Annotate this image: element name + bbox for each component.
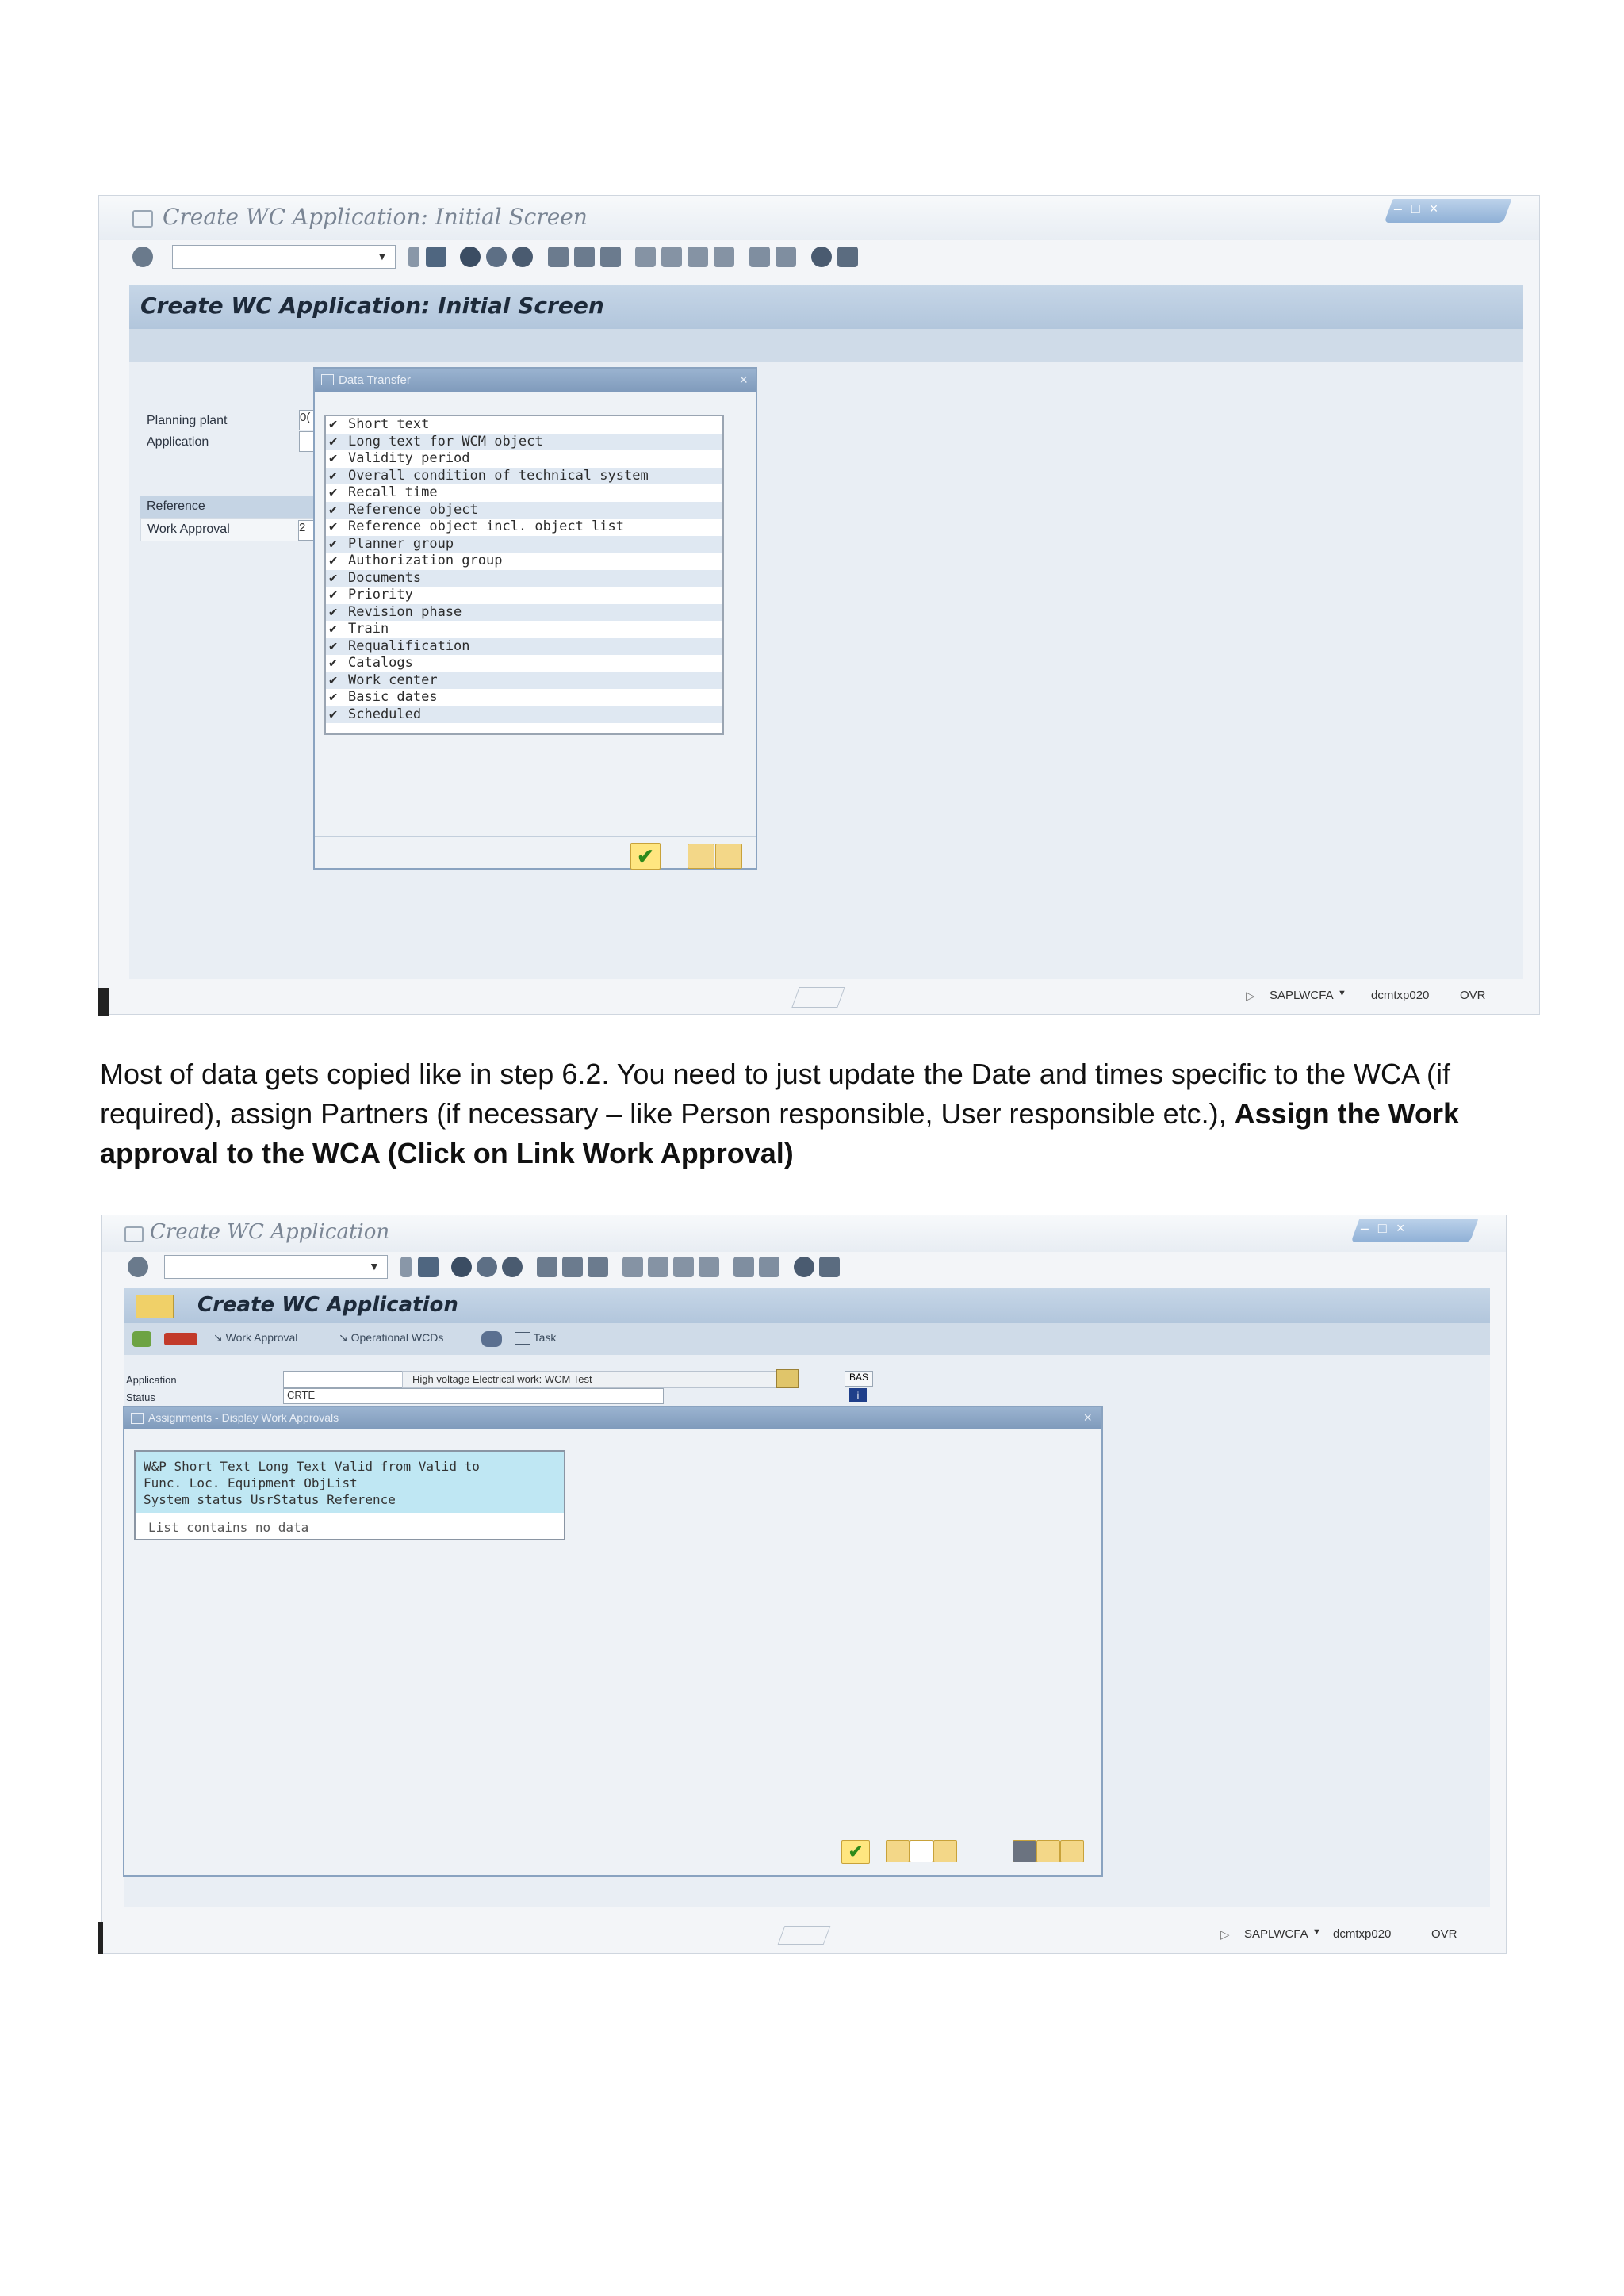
exit-icon[interactable] <box>477 1257 497 1277</box>
window-menu-icon[interactable] <box>132 210 153 228</box>
application-label: Application <box>147 435 209 449</box>
empty-list-text: List contains no data <box>148 1520 309 1535</box>
layout-button[interactable] <box>1013 1840 1036 1862</box>
window-title: Create WC Application: Initial Screen <box>163 204 588 230</box>
checkbox-checked-icon[interactable]: ✔ <box>329 706 338 722</box>
minimize-icon[interactable]: – <box>1360 1220 1369 1236</box>
page-title: Create WC Application <box>197 1293 458 1317</box>
transfer-option[interactable] <box>326 502 722 519</box>
exit-icon[interactable] <box>486 247 507 267</box>
checkbox-checked-icon[interactable]: ✔ <box>329 553 338 568</box>
transfer-option[interactable] <box>326 450 722 468</box>
export-button[interactable] <box>1036 1840 1060 1862</box>
dialog-menu-icon[interactable] <box>131 1413 144 1424</box>
status-program: SAPLWCFA <box>1270 989 1334 1002</box>
window-menu-icon[interactable] <box>124 1226 144 1242</box>
previous-page-icon[interactable] <box>648 1257 668 1277</box>
layout-menu-icon[interactable] <box>837 247 858 267</box>
details-button[interactable] <box>886 1840 910 1862</box>
sap-logo <box>778 1926 831 1945</box>
status-dropdown-icon[interactable]: ▼ <box>1338 989 1346 998</box>
last-page-icon[interactable] <box>714 247 734 267</box>
transfer-option-label: Validity period <box>348 450 470 466</box>
instruction-bold: Assign the Work approval to the WCA (Click on Link Work Approval) <box>100 1097 1460 1169</box>
window-controls[interactable] <box>1385 199 1512 223</box>
dialog-titlebar <box>315 369 756 392</box>
deselect-all-button[interactable] <box>715 844 742 869</box>
link-icon: ↘ <box>213 1331 223 1344</box>
app-toolbar <box>129 329 1523 362</box>
back-nav-icon[interactable] <box>400 1257 412 1277</box>
transfer-option-label: Overall condition of technical system <box>348 467 649 484</box>
minimize-icon[interactable]: – <box>1393 201 1402 216</box>
save-icon[interactable] <box>418 1257 439 1277</box>
checkbox-checked-icon[interactable]: ✔ <box>329 484 338 500</box>
application-description: High voltage Electrical work: WCM Test <box>402 1371 786 1388</box>
transfer-option[interactable] <box>326 570 722 587</box>
checkbox-checked-icon[interactable]: ✔ <box>329 467 338 484</box>
edit-text-icon[interactable] <box>776 1369 799 1388</box>
status-icon[interactable] <box>164 1333 197 1345</box>
command-dropdown-icon[interactable]: ▼ <box>377 250 388 262</box>
transfer-option[interactable] <box>326 621 722 638</box>
copy-button[interactable] <box>933 1840 957 1862</box>
status-bar <box>102 1921 1506 1953</box>
transfer-option[interactable] <box>326 638 722 656</box>
title-area <box>129 285 1523 329</box>
checkbox-checked-icon[interactable]: ✔ <box>329 689 338 705</box>
checkbox-checked-icon[interactable]: ✔ <box>329 433 338 450</box>
transfer-option-label: Authorization group <box>348 553 503 568</box>
first-page-icon[interactable] <box>622 1257 643 1277</box>
checkbox-checked-icon[interactable]: ✔ <box>329 535 338 552</box>
dialog-menu-icon[interactable] <box>321 374 334 385</box>
transfer-option[interactable] <box>326 519 722 536</box>
data-transfer-list <box>324 415 724 735</box>
checkbox-checked-icon[interactable]: ✔ <box>329 416 338 432</box>
link-icon: ↘ <box>339 1331 348 1344</box>
window-titlebar <box>99 196 1539 240</box>
shortcut-icon[interactable] <box>776 247 796 267</box>
screenshot-create-wc-application <box>102 1215 1507 1954</box>
app-toolbar <box>124 1323 1490 1355</box>
transfer-option[interactable] <box>326 416 722 434</box>
dialog-close-icon[interactable]: × <box>739 372 748 388</box>
status-expand-icon[interactable]: ▷ <box>1246 989 1255 1003</box>
operational-wcds-label: Operational WCDs <box>350 1331 444 1344</box>
sap-logo <box>791 987 845 1008</box>
select-all-button[interactable] <box>688 844 714 869</box>
display-object-button[interactable] <box>910 1840 933 1862</box>
transfer-option-label: Long text for WCM object <box>348 433 543 450</box>
previous-page-icon[interactable] <box>661 247 682 267</box>
left-edge-marker <box>98 1922 103 1954</box>
transfer-option-label: Revision phase <box>348 603 462 620</box>
status-dropdown-icon[interactable]: ▼ <box>1312 1927 1321 1937</box>
transfer-option[interactable] <box>326 655 722 672</box>
command-field[interactable] <box>164 1255 388 1279</box>
close-icon[interactable]: × <box>1396 1220 1405 1236</box>
planning-plant-label: Planning plant <box>147 414 228 427</box>
dialog-close-icon[interactable]: × <box>1083 1410 1092 1425</box>
transfer-option-label: Scheduled <box>348 706 422 722</box>
transfer-option[interactable] <box>326 536 722 553</box>
operational-wcds-link[interactable] <box>339 1331 443 1345</box>
enter-icon[interactable] <box>132 247 153 267</box>
transfer-option-label: Requalification <box>348 637 470 654</box>
page-title: Create WC Application: Initial Screen <box>140 293 604 319</box>
new-session-icon[interactable] <box>733 1257 754 1277</box>
checkbox-checked-icon[interactable]: ✔ <box>329 519 338 534</box>
save-icon[interactable] <box>426 247 446 267</box>
transfer-option-label: Catalogs <box>348 655 413 671</box>
back-nav-icon[interactable] <box>408 247 419 267</box>
display-change-icon[interactable] <box>136 1295 174 1318</box>
next-page-icon[interactable] <box>688 247 708 267</box>
back-icon[interactable] <box>460 247 481 267</box>
assignments-dialog <box>123 1406 1103 1877</box>
dialog-separator <box>315 836 756 837</box>
find-icon[interactable] <box>562 1257 583 1277</box>
continue-button[interactable]: ✔ <box>630 843 661 870</box>
transfer-option-label: Documents <box>348 569 422 586</box>
status-mode: OVR <box>1431 1927 1457 1941</box>
cancel-icon[interactable] <box>502 1257 523 1277</box>
work-approval-link-label: Work Approval <box>225 1331 298 1344</box>
reference-group-header <box>140 496 331 518</box>
checkbox-checked-icon[interactable]: ✔ <box>329 450 338 466</box>
enter-icon[interactable] <box>128 1257 148 1277</box>
new-session-icon[interactable] <box>749 247 770 267</box>
window-title: Create WC Application <box>150 1220 390 1244</box>
transfer-option[interactable] <box>326 587 722 604</box>
next-page-icon[interactable] <box>673 1257 694 1277</box>
table-header: W&P Short Text Long Text Valid from Valid to Func. Loc. Equipment ObjList System status UsrStatus Reference <box>136 1452 564 1513</box>
transfer-option-label: Recall time <box>348 484 438 500</box>
close-icon[interactable]: × <box>1429 201 1438 216</box>
transfer-option[interactable] <box>326 706 722 724</box>
checkbox-checked-icon[interactable]: ✔ <box>329 637 338 654</box>
checkbox-checked-icon[interactable]: ✔ <box>329 603 338 620</box>
status-server: dcmtxp020 <box>1333 1927 1392 1941</box>
layout-menu-icon[interactable] <box>819 1257 840 1277</box>
transfer-option[interactable] <box>326 672 722 690</box>
cancel-icon[interactable] <box>512 247 533 267</box>
planning-plant-field[interactable]: 0( <box>299 410 321 430</box>
work-approval-link[interactable] <box>213 1331 297 1345</box>
transfer-option-label: Basic dates <box>348 689 438 705</box>
status-info-icon[interactable]: i <box>849 1388 867 1402</box>
transfer-option-label: Reference object incl. object list <box>348 519 624 534</box>
transfer-option[interactable] <box>326 484 722 502</box>
task-label: Task <box>533 1331 557 1344</box>
left-edge-marker <box>98 988 109 1016</box>
application-label: Application <box>126 1374 177 1386</box>
instruction-text: Most of data gets copied like in step 6.2. You need to just update the Date and times specific to the WCA (if required), assign Partners (if necessary – like Person responsible, User responsible etc.), <box>100 1058 1451 1130</box>
data-transfer-dialog <box>313 367 757 870</box>
status-mode: OVR <box>1460 989 1486 1002</box>
continue-button[interactable]: ✔ <box>841 1840 870 1864</box>
dialog-title: Data Transfer <box>339 373 411 387</box>
status-field: CRTE <box>283 1388 664 1404</box>
maximize-icon[interactable]: □ <box>1377 1220 1387 1236</box>
find-next-icon[interactable] <box>588 1257 608 1277</box>
checkbox-checked-icon[interactable]: ✔ <box>329 621 338 637</box>
find-icon[interactable] <box>574 247 595 267</box>
reference-label: Reference <box>147 499 205 513</box>
other-wca-icon[interactable] <box>132 1331 151 1347</box>
command-dropdown-icon[interactable]: ▼ <box>369 1260 380 1272</box>
work-approvals-table <box>134 1450 565 1540</box>
checkbox-checked-icon[interactable]: ✔ <box>329 569 338 586</box>
status-expand-icon[interactable]: ▷ <box>1220 1928 1230 1942</box>
print-icon[interactable] <box>537 1257 557 1277</box>
standard-toolbar <box>102 1250 1506 1285</box>
task-button[interactable] <box>515 1331 556 1345</box>
checkbox-checked-icon[interactable]: ✔ <box>329 501 338 518</box>
dialog-titlebar <box>124 1407 1101 1429</box>
work-approval-field[interactable]: 2 <box>298 520 317 541</box>
transfer-option[interactable] <box>326 689 722 706</box>
window-controls[interactable] <box>1351 1219 1479 1242</box>
checkbox-checked-icon[interactable]: ✔ <box>329 672 338 688</box>
last-page-icon[interactable] <box>699 1257 719 1277</box>
help-icon[interactable] <box>811 247 832 267</box>
transfer-option[interactable] <box>326 468 722 485</box>
screenshot-initial-screen <box>98 195 1540 1015</box>
dialog-title: Assignments - Display Work Approvals <box>148 1411 339 1424</box>
transfer-option-label: Planner group <box>348 535 454 552</box>
maximize-icon[interactable]: □ <box>1411 201 1420 216</box>
application-code: BAS <box>845 1371 873 1387</box>
application-field[interactable] <box>283 1371 404 1388</box>
shortcut-icon[interactable] <box>759 1257 779 1277</box>
work-approval-label: Work Approval <box>147 522 230 536</box>
task-icon <box>515 1332 530 1345</box>
transfer-option[interactable] <box>326 434 722 451</box>
transfer-option[interactable] <box>326 553 722 570</box>
find-next-icon[interactable] <box>600 247 621 267</box>
title-area <box>124 1288 1490 1323</box>
help-icon[interactable] <box>794 1257 814 1277</box>
transfer-option-label: Priority <box>348 587 413 603</box>
window-titlebar <box>102 1215 1506 1252</box>
transfer-option-label: Train <box>348 621 389 637</box>
work-approval-row <box>140 518 332 541</box>
transfer-option-label: Short text <box>348 416 430 432</box>
status-bar <box>99 981 1539 1012</box>
standard-toolbar <box>99 240 1539 275</box>
instruction-paragraph <box>100 1054 1551 1173</box>
transfer-option-label: Reference object <box>348 501 478 518</box>
status-server: dcmtxp020 <box>1371 989 1430 1002</box>
first-page-icon[interactable] <box>635 247 656 267</box>
status-label: Status <box>126 1391 155 1403</box>
transfer-option-label: Work center <box>348 672 438 688</box>
checkbox-checked-icon[interactable]: ✔ <box>329 587 338 603</box>
back-icon[interactable] <box>451 1257 472 1277</box>
transfer-option[interactable] <box>326 604 722 622</box>
checkbox-checked-icon[interactable]: ✔ <box>329 655 338 671</box>
command-field[interactable] <box>172 245 396 269</box>
cancel-button[interactable] <box>1060 1840 1084 1862</box>
partners-icon[interactable] <box>481 1331 502 1347</box>
print-icon[interactable] <box>548 247 569 267</box>
status-program: SAPLWCFA <box>1244 1927 1308 1941</box>
